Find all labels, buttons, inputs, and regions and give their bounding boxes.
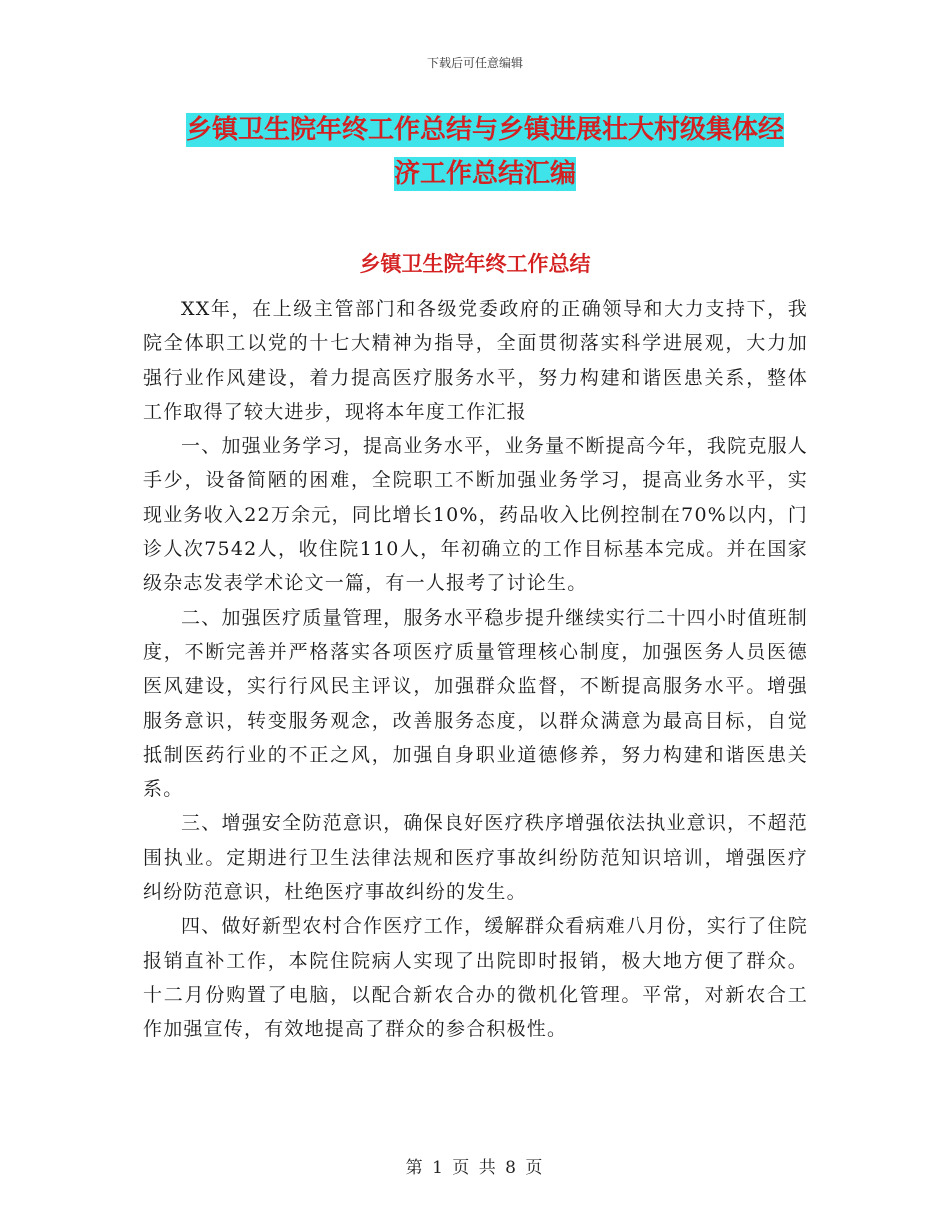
- document-title-line-2: 济工作总结汇编: [393, 159, 576, 189]
- paragraph-intro: XX年，在上级主管部门和各级党委政府的正确领导和大力支持下，我院全体职工以党的十七大精神为指导，全面贯彻落实科学进展观，大力加强行业作风建设，着力提高医疗服务水平，努力构建和谐医患关系，整体工作取得了较大进步，现将本年度工作汇报: [143, 298, 808, 423]
- document-title: [140, 108, 830, 196]
- paragraph-3: 三、增强安全防范意识，确保良好医疗秩序增强依法执业意识，不超范围执业。定期进行卫生法律法规和医疗事故纠纷防范知识培训，增强医疗纠纷防范意识，杜绝医疗事故纠纷的发生。: [143, 812, 808, 904]
- paragraph-1: 一、加强业务学习，提高业务水平，业务量不断提高今年，我院克服人手少，设备简陋的困难，全院职工不断加强业务学习，提高业务水平，实现业务收入22万余元，同比增长10%，药品收入比例控制在70%以内，门诊人次7542人，收住院110人，年初确立的工作目标基本完成。并在国家级杂志发表学术论文一篇，有一人报考了讨论生。: [143, 435, 808, 595]
- page-footer: 第 1 页 共 8 页: [405, 1158, 545, 1178]
- paragraph-4: 四、做好新型农村合作医疗工作，缓解群众看病难八月份，实行了住院报销直补工作，本院住院病人实现了出院即时报销，极大地方便了群众。十二月份购置了电脑，以配合新农合办的微机化管理。平常，对新农合工作加强宣传，有效地提高了群众的参合积极性。: [143, 915, 808, 1041]
- document-body: [143, 292, 808, 1047]
- header-note: 下载后可任意编辑: [426, 56, 523, 70]
- document-title-line-1: 乡镇卫生院年终工作总结与乡镇进展壮大村级集体经: [185, 115, 784, 145]
- section-title: 乡镇卫生院年终工作总结: [359, 252, 591, 276]
- paragraph-2: 二、加强医疗质量管理，服务水平稳步提升继续实行二十四小时值班制度，不断完善并严格落实各项医疗质量管理核心制度，加强医务人员医德医风建设，实行行风民主评议，加强群众监督，不断提高服务水平。增强服务意识，转变服务观念，改善服务态度，以群众满意为最高目标，自觉抵制医药行业的不正之风，加强自身职业道德修养，努力构建和谐医患关系。: [143, 606, 808, 801]
